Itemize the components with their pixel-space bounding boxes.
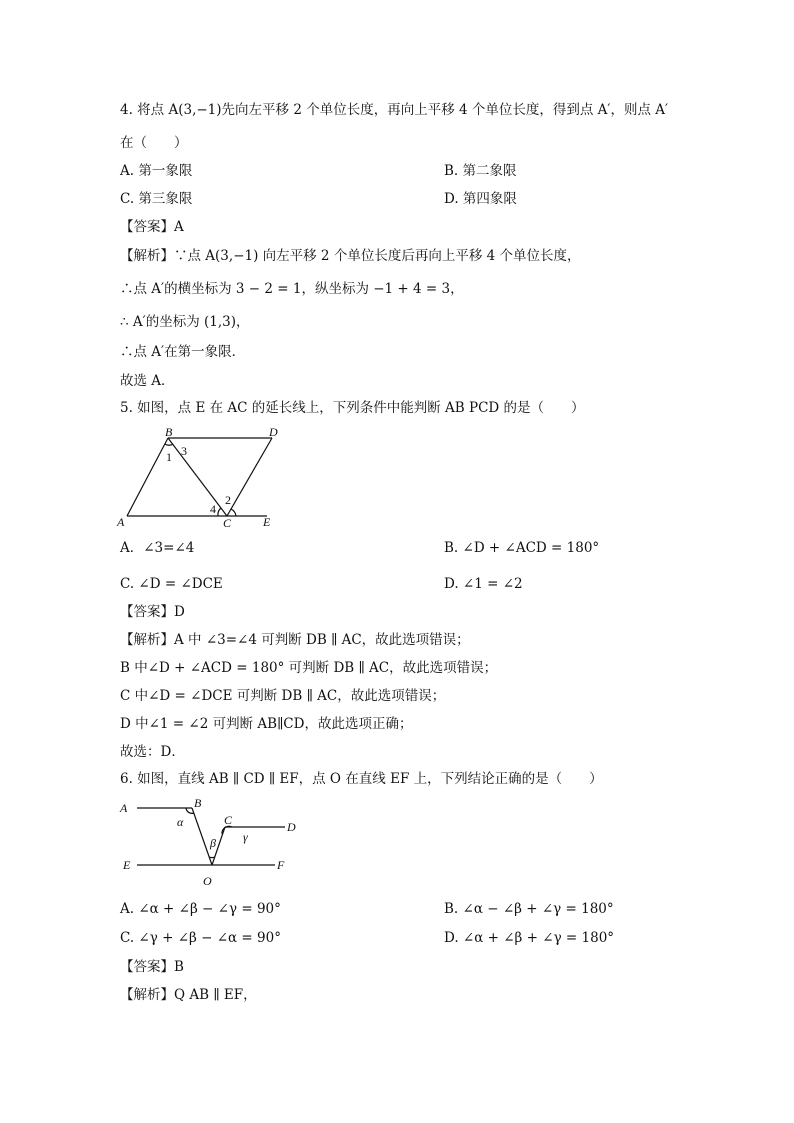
q6-line-bo — [192, 808, 212, 865]
q5-angle-4: 4 — [210, 502, 216, 516]
q5-option-c: C. ∠D = ∠DCE — [120, 576, 223, 592]
q4-option-c: C. 第三象限 — [120, 191, 193, 207]
q5-label-d: D — [269, 425, 278, 439]
q5-angle-3: 3 — [181, 444, 187, 458]
q4-analysis-2: ∴点 A′的横坐标为 3 − 2 = 1，纵坐标为 −1 + 4 = 3， — [120, 281, 464, 297]
q5-analysis-2: B 中∠D + ∠ACD = 180° 可判断 DB ∥ AC，故此选项错误； — [120, 660, 498, 676]
q5-option-b: B. ∠D + ∠ACD = 180° — [444, 540, 600, 556]
q5-option-d: D. ∠1 = ∠2 — [444, 576, 523, 592]
q5-arc-angle4 — [218, 508, 221, 516]
q6-label-f: F — [277, 858, 285, 872]
q5-label-a: A — [117, 515, 125, 529]
q6-analysis-1: 【解析】Q AB ∥ EF， — [120, 987, 257, 1003]
q5-analysis-3: C 中∠D = ∠DCE 可判断 DB ∥ AC，故此选项错误； — [120, 688, 446, 704]
q5-line-bc — [168, 438, 227, 516]
q5-analysis-5: 故选：D． — [120, 744, 185, 760]
q5-analysis-1: 【解析】A 中 ∠3=∠4 可判断 DB ∥ AC，故此选项错误； — [120, 632, 470, 648]
q5-option-a: A．∠3=∠4 — [120, 540, 195, 556]
q6-beta: β — [210, 836, 216, 850]
q6-option-d: D. ∠α + ∠β + ∠γ = 180° — [444, 930, 615, 946]
q5-analysis-4: D 中∠1 = ∠2 可判断 AB∥CD，故此选项正确； — [120, 716, 413, 732]
q6-label-o: O — [203, 874, 212, 888]
q5-line-cd — [227, 438, 272, 516]
q6-option-a: A. ∠α + ∠β − ∠γ = 90° — [120, 901, 281, 917]
q4-answer: 【答案】A — [120, 219, 184, 235]
q6-option-b: B. ∠α − ∠β + ∠γ = 180° — [444, 901, 614, 917]
q4-option-d: D. 第四象限 — [444, 191, 517, 207]
q5-angle-2: 2 — [225, 493, 231, 507]
q6-label-b: B — [194, 796, 202, 810]
q4-analysis-5: 故选 A． — [120, 373, 175, 389]
q6-label-e: E — [123, 858, 131, 872]
q6-alpha: α — [177, 815, 184, 829]
q5-label-e: E — [263, 515, 271, 529]
q6-gamma: γ — [243, 830, 248, 844]
q5-label-c: C — [223, 516, 232, 530]
q5-arc-angle1 — [165, 444, 173, 445]
q6-option-c: C. ∠γ + ∠β − ∠α = 90° — [120, 930, 281, 946]
q6-label-a: A — [120, 801, 128, 815]
q6-label-d: D — [287, 820, 296, 834]
q5-arc-angle2 — [231, 509, 236, 516]
q6-answer: 【答案】B — [120, 959, 184, 975]
q5-angle-1: 1 — [166, 450, 172, 464]
q6-figure — [115, 795, 315, 890]
q4-option-a: A. 第一象限 — [120, 163, 193, 179]
q6-stem: 6. 如图，直线 AB ∥ CD ∥ EF，点 O 在直线 EF 上，下列结论正确的是（ ） — [120, 771, 603, 787]
q5-stem: 5. 如图，点 E 在 AC 的延长线上，下列条件中能判断 AB PCD 的是（ ） — [120, 400, 585, 416]
q5-line-ab — [127, 438, 168, 516]
q4-stem-line1: 4. 将点 A(3,−1)先向左平移 2 个单位长度，再向上平移 4 个单位长度，得到点 A′，则点 A′ — [120, 102, 669, 118]
q5-label-b: B — [165, 425, 173, 439]
q6-arc-beta — [209, 857, 215, 858]
q4-analysis-4: ∴点 A′在第一象限． — [120, 344, 246, 360]
q4-option-b: B. 第二象限 — [444, 163, 517, 179]
q4-analysis-3: ∴ A′的坐标为 (1,3)， — [120, 314, 250, 330]
q4-analysis-1: 【解析】∵点 A(3,−1) 向左平移 2 个单位长度后再向上平移 4 个单位长度， — [120, 248, 581, 264]
q5-figure — [115, 425, 285, 533]
q5-answer: 【答案】D — [120, 604, 185, 620]
q4-stem-line2: 在（ ） — [120, 135, 188, 151]
q6-label-c: C — [224, 813, 233, 827]
